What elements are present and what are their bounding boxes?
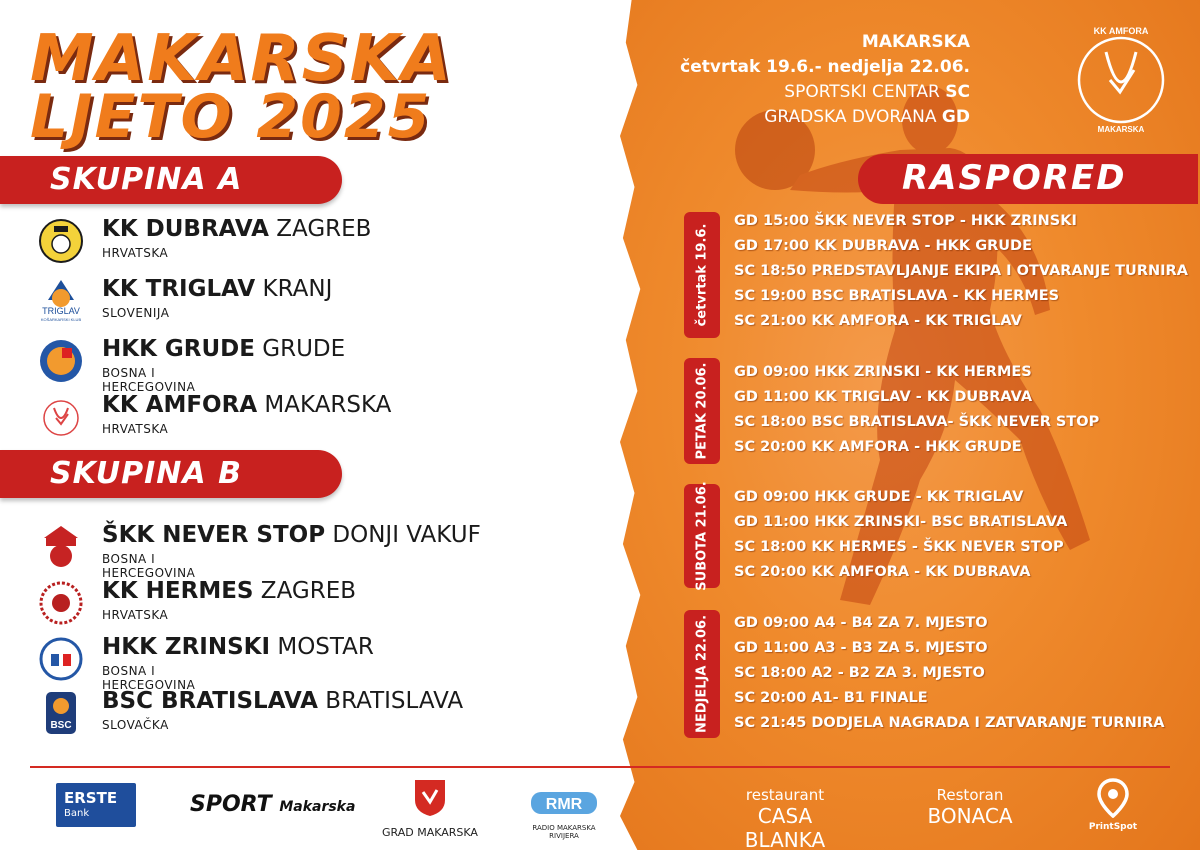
location-pin-icon — [1097, 778, 1129, 818]
casa-blanka-logo: restaurant CASA BLANKA — [744, 786, 826, 852]
grude-logo — [38, 338, 84, 384]
footer-divider — [30, 766, 1170, 768]
dubrava-logo — [38, 218, 84, 264]
game-row: SC 18:00 KK HERMES - ŠKK NEVER STOP — [734, 539, 1064, 555]
team-country: BOSNA I HERCEGOVINA — [102, 366, 196, 394]
day-tab-friday: PETAK 20.06. — [684, 358, 720, 464]
team-name: KK TRIGLAV KRANJ — [102, 276, 333, 302]
bsc-logo — [38, 690, 84, 736]
kk-amfora-club-logo — [1072, 22, 1170, 134]
city-coat-of-arms-icon — [413, 778, 447, 818]
hermes-logo — [38, 580, 84, 626]
venue-gd: GRADSKA DVORANA GD — [764, 107, 970, 127]
group-b-banner — [0, 450, 342, 498]
sport-makarska-logo: SPORT Makarska — [190, 792, 356, 817]
team-name: BSC BRATISLAVA BRATISLAVA — [102, 688, 464, 714]
game-row: SC 18:50 PREDSTAVLJANJE EKIPA I OTVARANJE TURNIRA — [734, 263, 1188, 279]
svg-text:KOŠARKARSKI KLUB: KOŠARKARSKI KLUB — [40, 317, 82, 322]
svg-text:RMR: RMR — [545, 796, 583, 813]
group-b-label: SKUPINA B — [50, 456, 242, 491]
event-dates: četvrtak 19.6.- nedjelja 22.06. — [680, 57, 970, 77]
team-country: BOSNA I HERCEGOVINA — [102, 552, 196, 580]
venue-sc: SPORTSKI CENTAR SC — [784, 82, 970, 102]
svg-text:BSC: BSC — [50, 720, 72, 731]
day-tab-sunday: NEDJELJA 22.06. — [684, 610, 720, 738]
team-name: HKK GRUDE GRUDE — [102, 336, 346, 362]
team-name: KK AMFORA MAKARSKA — [102, 392, 392, 418]
event-city: MAKARSKA — [861, 32, 970, 52]
radio-wave-icon — [529, 784, 599, 820]
game-row: SC 20:00 KK AMFORA - KK DUBRAVA — [734, 564, 1031, 580]
svg-text:MAKARSKA: MAKARSKA — [1097, 125, 1145, 134]
game-row: GD 11:00 KK TRIGLAV - KK DUBRAVA — [734, 389, 1033, 405]
game-row: GD 09:00 HKK ZRINSKI - KK HERMES — [734, 364, 1032, 380]
printspot-logo: PrintSpot — [1088, 778, 1138, 832]
schedule-banner — [858, 154, 1198, 204]
radio-makarska-logo: RMR RADIO MAKARSKA RIVIJERA — [524, 784, 604, 840]
team-country: SLOVAČKA — [102, 718, 169, 732]
team-country: BOSNA I HERCEGOVINA — [102, 664, 196, 692]
game-row: GD 09:00 HKK GRUDE - KK TRIGLAV — [734, 489, 1024, 505]
erste-bank-logo: ERSTE Bank — [56, 783, 136, 827]
team-name: ŠKK NEVER STOP DONJI VAKUF — [102, 522, 481, 548]
game-row: GD 11:00 A3 - B3 ZA 5. MJESTO — [734, 640, 988, 656]
title-line-1: MAKARSKA — [30, 22, 453, 96]
team-name: HKK ZRINSKI MOSTAR — [102, 634, 374, 660]
game-row: SC 18:00 A2 - B2 ZA 3. MJESTO — [734, 665, 985, 681]
game-row: GD 15:00 ŠKK NEVER STOP - HKK ZRINSKI — [734, 213, 1077, 229]
event-info — [680, 30, 970, 130]
team-country: HRVATSKA — [102, 608, 169, 622]
grad-makarska-logo: GRAD MAKARSKA — [380, 778, 480, 839]
svg-text:TRIGLAV: TRIGLAV — [42, 306, 80, 316]
group-a-banner — [0, 156, 342, 204]
team-country: HRVATSKA — [102, 422, 169, 436]
game-row: SC 20:00 KK AMFORA - HKK GRUDE — [734, 439, 1022, 455]
never-stop-logo — [38, 524, 84, 570]
title-line-2: LJETO 2025 — [30, 82, 432, 152]
team-country: SLOVENIJA — [102, 306, 170, 320]
team-country: HRVATSKA — [102, 246, 169, 260]
game-row: SC 21:00 KK AMFORA - KK TRIGLAV — [734, 313, 1022, 329]
game-row: SC 20:00 A1- B1 FINALE — [734, 690, 928, 706]
day-tab-saturday: SUBOTA 21.06. — [684, 484, 720, 588]
day-tab-thursday: četvrtak 19.6. — [684, 212, 720, 338]
triglav-logo — [38, 278, 84, 324]
game-row: GD 11:00 HKK ZRINSKI- BSC BRATISLAVA — [734, 514, 1068, 530]
svg-text:KK AMFORA: KK AMFORA — [1093, 26, 1149, 36]
game-row: SC 19:00 BSC BRATISLAVA - KK HERMES — [734, 288, 1060, 304]
team-name: KK DUBRAVA ZAGREB — [102, 216, 372, 242]
game-row: SC 18:00 BSC BRATISLAVA- ŠKK NEVER STOP — [734, 414, 1100, 430]
game-row: SC 21:45 DODJELA NAGRADA I ZATVARANJE TURNIRA — [734, 715, 1165, 731]
amfora-logo — [38, 394, 84, 440]
schedule-title: RASPORED — [902, 158, 1127, 198]
game-row: GD 17:00 KK DUBRAVA - HKK GRUDE — [734, 238, 1032, 254]
zrinski-logo — [38, 636, 84, 682]
game-row: GD 09:00 A4 - B4 ZA 7. MJESTO — [734, 615, 988, 631]
bonaca-logo: Restoran BONACA — [927, 786, 1013, 828]
team-name: KK HERMES ZAGREB — [102, 578, 357, 604]
group-a-label: SKUPINA A — [50, 162, 243, 197]
